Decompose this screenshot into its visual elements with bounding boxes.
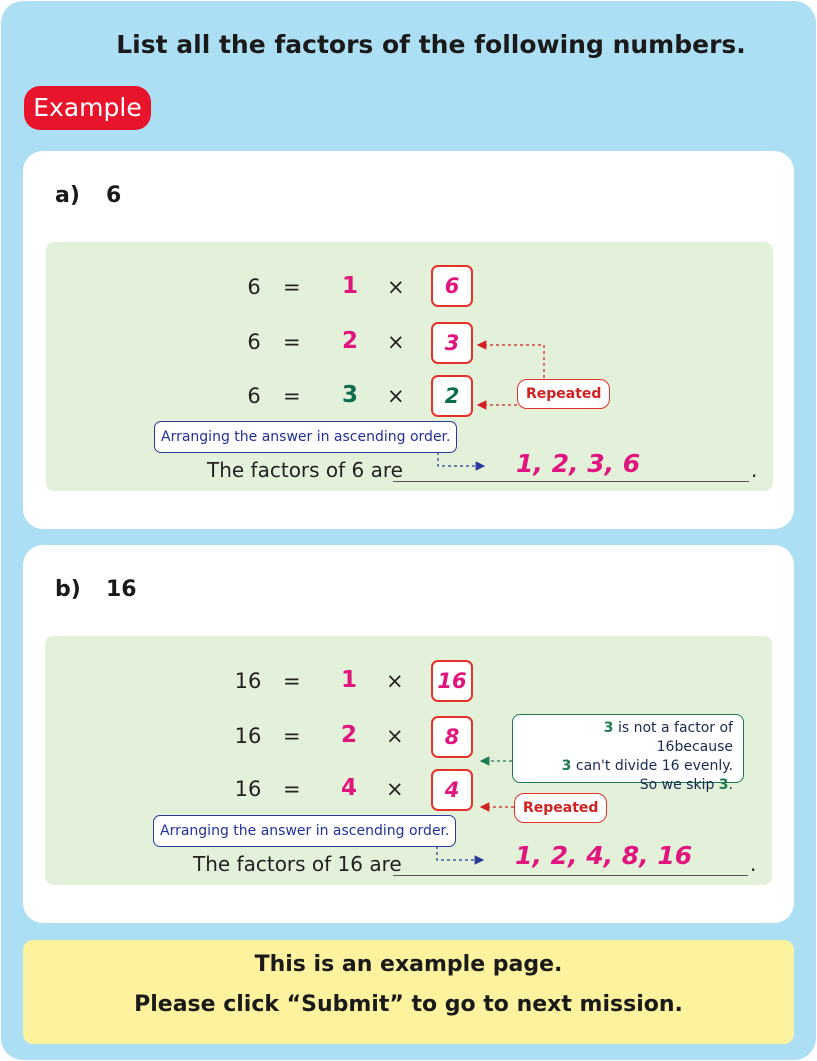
times-sign: × [386, 669, 404, 693]
question-number-a: 6 [106, 183, 122, 208]
ascending-order-note: Arranging the answer in ascending order. [154, 421, 457, 453]
equation-left: 16 [234, 724, 262, 748]
times-sign: × [387, 330, 405, 354]
equals-sign: = [283, 330, 301, 354]
equals-sign: = [283, 724, 301, 748]
question-card-a [23, 151, 794, 529]
question-number-b: 16 [106, 577, 137, 602]
factor-value: 3 [341, 382, 358, 408]
repeated-tag: Repeated [514, 793, 607, 823]
factors-answer: 1, 2, 3, 6 [516, 449, 641, 478]
times-sign: × [387, 275, 405, 299]
times-sign: × [386, 724, 404, 748]
factors-label: The factors of 16 are [193, 852, 402, 876]
factor-value: 1 [341, 273, 358, 299]
connector-arrows [46, 242, 773, 491]
factors-label: The factors of 6 are [207, 458, 403, 482]
skip-note-line-3: So we skip 3. [639, 777, 733, 793]
skip-note-line-2: 3 can't divide 16 evenly. [561, 758, 733, 774]
equation-left: 6 [247, 384, 261, 408]
skip-note-line-1: 3 is not a factor of 16because [603, 720, 733, 755]
times-sign: × [387, 384, 405, 408]
equation-left: 6 [247, 330, 261, 354]
answer-line [393, 875, 748, 876]
skip-explanation-note [512, 714, 744, 793]
example-badge: Example [24, 86, 151, 130]
working-panel-a [46, 242, 773, 491]
ascending-order-note: Arranging the answer in ascending order. [153, 815, 456, 847]
factors-answer: 1, 2, 4, 8, 16 [515, 841, 693, 870]
equation-left: 16 [234, 777, 262, 801]
equals-sign: = [283, 669, 301, 693]
working-panel-b [45, 636, 772, 885]
equals-sign: = [283, 275, 301, 299]
partner-factor-box: 16 [431, 660, 473, 702]
partner-factor-box: 3 [431, 322, 473, 364]
partner-factor-box: 8 [431, 716, 473, 758]
question-letter-b: b) [55, 577, 81, 602]
equals-sign: = [283, 384, 301, 408]
repeated-tag: Repeated [517, 379, 610, 409]
period: . [751, 458, 758, 482]
equation-left: 6 [247, 275, 261, 299]
instruction-line-1: This is an example page. [254, 952, 563, 977]
times-sign: × [386, 777, 404, 801]
equals-sign: = [283, 777, 301, 801]
answer-line [393, 481, 749, 482]
partner-factor-box: 4 [431, 769, 473, 811]
instruction-banner [23, 940, 794, 1044]
equation-left: 16 [234, 669, 262, 693]
factor-value: 1 [340, 667, 357, 693]
page-title: List all the factors of the following numbers. [116, 30, 746, 59]
question-card-b [23, 545, 794, 923]
factor-value: 2 [341, 328, 358, 354]
instruction-line-2: Please click “Submit” to go to next mission. [134, 992, 683, 1017]
question-letter-a: a) [55, 183, 80, 208]
partner-factor-box: 2 [431, 375, 473, 417]
period: . [750, 852, 757, 876]
partner-factor-box: 6 [431, 265, 473, 307]
factor-value: 2 [340, 722, 357, 748]
factor-value: 4 [340, 775, 357, 801]
